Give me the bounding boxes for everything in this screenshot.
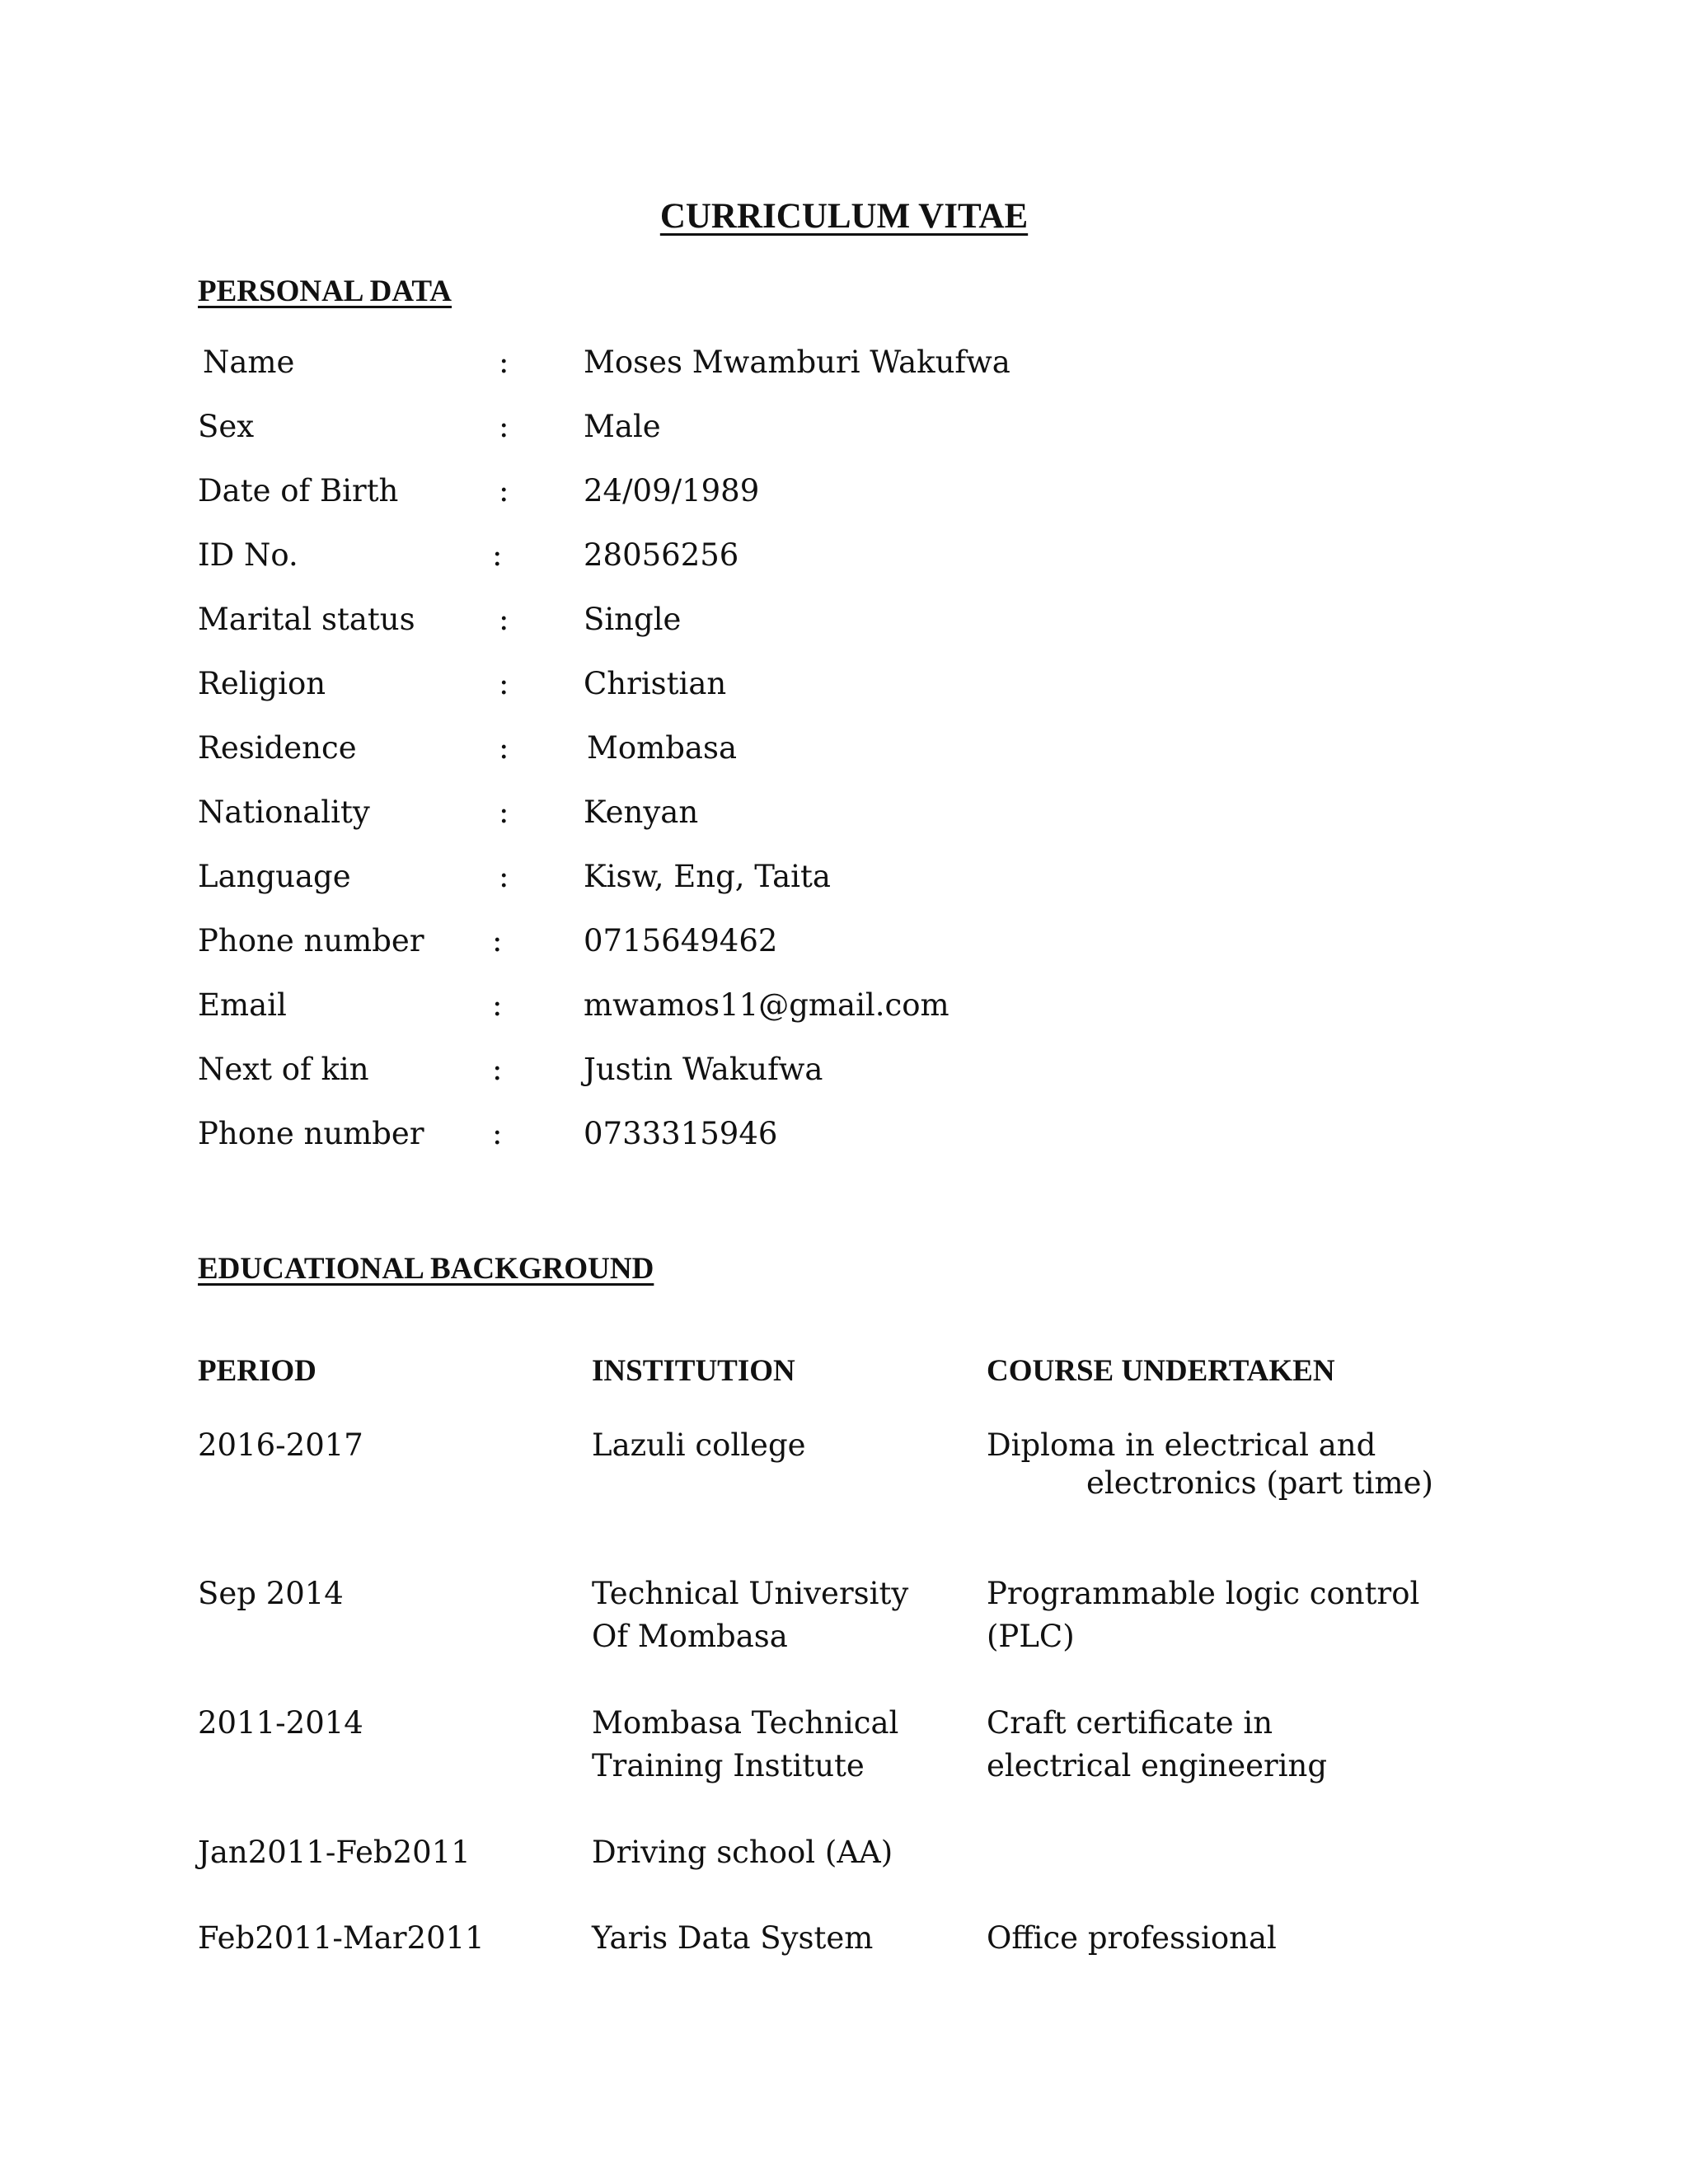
row-label: Name <box>203 344 295 380</box>
course-cell-line2: electronics (part time) <box>1086 1465 1433 1501</box>
row-label: Sex <box>198 409 255 444</box>
personal-row-next-of-kin <box>0 1052 1688 1101</box>
row-value: Single <box>584 602 682 637</box>
course-cell-line2: (PLC) <box>987 1619 1075 1654</box>
period-cell: Jan2011-Feb2011 <box>198 1835 471 1870</box>
institution-cell-line2: Training Institute <box>592 1748 865 1783</box>
personal-row-religion <box>0 666 1688 715</box>
period-cell: Feb2011-Mar2011 <box>198 1920 485 1956</box>
row-label: Nationality <box>198 794 370 830</box>
personal-data-heading: PERSONAL DATA <box>198 274 452 308</box>
row-label: Next of kin <box>198 1052 369 1087</box>
personal-row-marital <box>0 602 1688 651</box>
row-separator: : <box>499 473 509 509</box>
personal-row-language <box>0 859 1688 908</box>
period-cell: Sep 2014 <box>198 1576 344 1611</box>
column-header-period: PERIOD <box>198 1354 316 1388</box>
educational-background-heading: EDUCATIONAL BACKGROUND <box>198 1252 654 1286</box>
row-separator: : <box>492 987 503 1023</box>
personal-row-residence <box>0 730 1688 780</box>
row-value: mwamos11@gmail.com <box>584 987 950 1023</box>
row-value: 0715649462 <box>584 923 778 958</box>
row-separator: : <box>499 859 509 894</box>
institution-cell-line1: Technical University <box>592 1576 909 1611</box>
row-separator: : <box>492 537 503 573</box>
period-cell: 2016-2017 <box>198 1427 363 1463</box>
row-value: Kisw, Eng, Taita <box>584 859 831 894</box>
personal-row-email <box>0 987 1688 1037</box>
row-value: 0733315946 <box>584 1116 778 1151</box>
row-value: Moses Mwamburi Wakufwa <box>584 344 1010 380</box>
course-cell-line1: Diploma in electrical and <box>987 1427 1376 1463</box>
row-label: Date of Birth <box>198 473 399 509</box>
row-label: Phone number <box>198 923 424 958</box>
personal-row-nationality <box>0 794 1688 844</box>
column-header-course: COURSE UNDERTAKEN <box>987 1354 1335 1388</box>
period-cell: 2011-2014 <box>198 1705 363 1741</box>
row-value: Mombasa <box>587 730 738 766</box>
row-value: Christian <box>584 666 727 701</box>
row-label: Language <box>198 859 351 894</box>
row-label: ID No. <box>198 537 298 573</box>
row-value: Justin Wakufwa <box>584 1052 823 1087</box>
row-separator: : <box>492 1116 503 1151</box>
row-value: Male <box>584 409 661 444</box>
institution-cell: Yaris Data System <box>592 1920 874 1956</box>
row-value: 24/09/1989 <box>584 473 760 509</box>
row-separator: : <box>499 602 509 637</box>
column-header-institution: INSTITUTION <box>592 1354 795 1388</box>
row-separator: : <box>492 1052 503 1087</box>
row-label: Religion <box>198 666 326 701</box>
personal-row-dob <box>0 473 1688 523</box>
personal-row-name <box>0 344 1688 394</box>
personal-row-kin-phone <box>0 1116 1688 1165</box>
course-cell-line2: electrical engineering <box>987 1748 1328 1783</box>
row-label: Phone number <box>198 1116 424 1151</box>
row-separator: : <box>499 666 509 701</box>
row-separator: : <box>499 409 509 444</box>
row-separator: : <box>499 794 509 830</box>
row-value: Kenyan <box>584 794 699 830</box>
personal-row-id <box>0 537 1688 587</box>
row-separator: : <box>499 344 509 380</box>
course-cell: Office professional <box>987 1920 1277 1956</box>
institution-cell: Lazuli college <box>592 1427 806 1463</box>
institution-cell-line1: Mombasa Technical <box>592 1705 899 1741</box>
course-cell-line1: Programmable logic control <box>987 1576 1420 1611</box>
course-cell-line1: Craft certificate in <box>987 1705 1273 1741</box>
row-separator: : <box>492 923 503 958</box>
institution-cell: Driving school (AA) <box>592 1835 893 1870</box>
institution-cell-line2: Of Mombasa <box>592 1619 788 1654</box>
row-label: Marital status <box>198 602 415 637</box>
document-title: CURRICULUM VITAE <box>659 197 1029 236</box>
personal-row-phone <box>0 923 1688 972</box>
row-value: 28056256 <box>584 537 739 573</box>
row-separator: : <box>499 730 509 766</box>
row-label: Email <box>198 987 287 1023</box>
row-label: Residence <box>198 730 357 766</box>
personal-row-sex <box>0 409 1688 458</box>
